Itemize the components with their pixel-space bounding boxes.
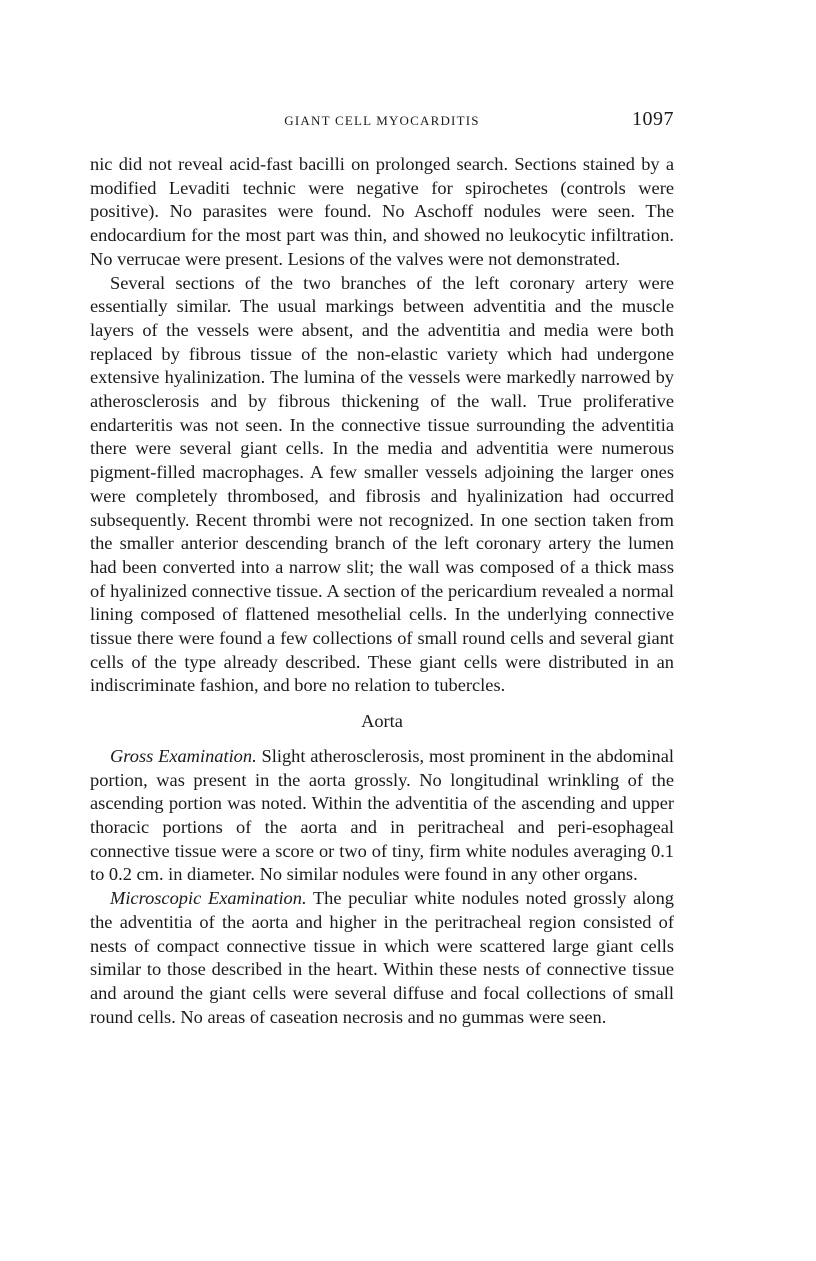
paragraph-gross-examination — [90, 745, 674, 887]
page-number: 1097 — [632, 108, 674, 130]
gross-examination-label: Gross Examination. — [110, 745, 257, 766]
document-page — [90, 108, 674, 1029]
running-title: GIANT CELL MYOCARDITIS — [284, 113, 480, 128]
paragraph-coronary-artery: Several sections of the two branches of the left coronary artery were essentially similar. The usual markings between adventitia and the muscle layers of the vessels were absent, and the adventitia and media were both replaced by fibrous tissue of the non-elastic variety which had undergone extensive hyalinization. The lumina of the vessels were markedly narrowed by atherosclerosis and by fibrous thickening of the wall. True proliferative endarteritis was not seen. In the connective tissue surrounding the adventitia there were several giant cells. In the media and adventitia were numerous pigment-filled macrophages. A few smaller vessels adjoining the larger ones were completely thrombosed, and fibrosis and hyalinization had occurred subsequently. Recent thrombi were not recognized. In one section taken from the smaller anterior descending branch of the left coronary artery the lumen had been converted into a narrow slit; the wall was composed of a thick mass of hyalinized connective tissue. A section of the pericardium revealed a normal lining composed of flattened mesothelial cells. In the underlying connective tissue there were found a few collections of small round cells and several giant cells of the type already described. These giant cells were distributed in an indiscriminate fashion, and bore no relation to tubercles. — [90, 272, 674, 696]
paragraph-microscopic-examination — [90, 887, 674, 1029]
gross-examination-text: Slight atherosclerosis, most prominent in the abdominal portion, was present in the aorta grossly. No longitudinal wrinkling of the ascending portion was noted. Within the adventitia of the ascending and upper thoracic portions of the aorta and in peritracheal and peri-esophageal connective tissue were a score or two of tiny, firm white nodules averaging 0.1 to 0.2 cm. in diameter. No similar nodules were found in any other organs. — [90, 745, 674, 885]
microscopic-examination-text: The peculiar white nodules noted grossly along the adventitia of the aorta and higher in the peritracheal region consisted of nests of compact connective tissue in which were scattered large giant cells similar to those described in the heart. Within these nests of connective tissue and around the giant cells were several diffuse and focal collections of small round cells. No areas of caseation necrosis and no gummas were seen. — [90, 888, 674, 1027]
section-heading-aorta: Aorta — [361, 711, 403, 732]
microscopic-examination-label: Microscopic Examination. — [110, 888, 307, 909]
body-text — [90, 153, 674, 1029]
running-header — [90, 108, 674, 138]
paragraph-continued: nic did not reveal acid-fast bacilli on prolonged search. Sections stained by a modified Levaditi technic were negative for spirochetes (controls were positive). No parasites were found. No Aschoff nodules were seen. The endocardium for the most part was thin, and showed no leukocytic infiltration. No verrucae were present. Lesions of the valves were not demonstrated. — [90, 154, 674, 269]
